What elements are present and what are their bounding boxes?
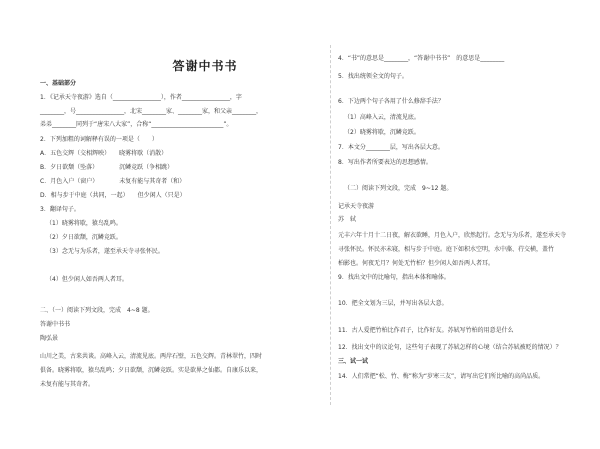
question-1-line-2: ________，号________________，北宋________家、________家，和父亲________， (40, 108, 263, 115)
passage-text-1-line-2: 俱备。晓雾将歇，猿鸟乱鸣；夕日欲颓，沉鳞竞跃。实是欲界之仙都。自康乐以来， (40, 367, 263, 374)
column-divider (330, 45, 331, 405)
question-12: 12．找出文中的议论句，这些句子表现了苏轼怎样的心境（结合苏轼被贬的情况）？ (338, 344, 562, 351)
section-reading-1: 二、（一）阅读下列文段，完成 4~8 题。 (40, 307, 154, 314)
question-10: 10．把全文划为三层，并写出各层大意。 (338, 300, 448, 307)
question-2: 2．下列加粗的词解释有误的一项是（ ） (40, 136, 158, 143)
option-b: B．夕日欲颓（坠落） 沉鳞竞跃（争相跳） (40, 164, 174, 171)
question-11: 11．古人爱把竹柏比作君子，比作好友。苏轼写竹柏的用意是什么 (338, 327, 514, 334)
question-14: 14．人们常把“松、竹、梅”称为“岁寒三友”，请写出它们所比喻的高尚品质。 (338, 373, 545, 380)
passage-author-2: 苏 轼 (338, 216, 357, 223)
option-d: D．相与步于中庭（共同，一起） 但少闲人（只是） (40, 192, 186, 199)
question-9: 9．找出文中的比喻句，指出本体和喻体。 (338, 274, 450, 281)
question-8: 8．写出作者所要表达的思想感情。 (338, 159, 432, 166)
question-6-item-2: （2）晓雾将歇，沉鳞竞跃。 (344, 129, 420, 136)
translate-item-1: （1）晓雾将歇，猿鸟乱鸣。 (46, 220, 122, 227)
passage-text-2-line-2: 寻张怀民。怀民亦未寝，相与步于中庭。庭下如积水空明，水中藻、荇交横，盖竹 (338, 246, 555, 253)
question-6: 6．下边两个句子各用了什么修辞手法？ (338, 98, 444, 105)
passage-text-1-line-1: 山川之美，古来共谈。高峰入云，清流见底。两岸石壁，五色交辉。青林翠竹，四时 (40, 353, 263, 360)
translate-item-3: （3）念无与为乐者，遂至承天寺寻张怀民。 (46, 248, 164, 255)
page-title: 答谢中书书 (172, 59, 238, 73)
section-reading-2: （二）阅读下列文段，完成 9~12 题。 (344, 185, 453, 192)
passage-text-2-line-3: 柏影也。何夜无月？何处无竹柏？但少闲人如吾两人者耳。 (338, 260, 495, 267)
translate-item-2: （2）夕日欲颓，沉鳞竞跃。 (46, 234, 122, 241)
question-5: 5．找出统领全文的句子。 (338, 73, 408, 80)
question-1-line-1: 1．《记承天寺夜游》选自（________________），作者________________，字 (40, 94, 242, 101)
passage-title-2: 记承天寺夜游 (338, 203, 375, 210)
passage-title-1: 答谢中书书 (40, 321, 71, 328)
question-3: 3．翻译句子。 (40, 206, 80, 213)
question-4: 4．“书”的意思是________，“答谢中书书” 的意思是________ (338, 55, 505, 62)
passage-text-2-line-1: 元丰六年十月十二日夜，解衣欲睡，月色入户，欣然起行。念无与为乐者，遂至承天寺 (338, 232, 567, 239)
translate-item-4: （4）但少闲人如吾两人者耳。 (46, 276, 128, 283)
option-c: C．月色入户（窗户） 未复有能与其奇者（和） (40, 178, 186, 185)
question-6-item-1: （1）高峰入云，清流见底。 (344, 114, 420, 121)
question-7: 7．本文分________层，写出各层大意。 (338, 144, 444, 151)
question-1-line-3: 弟弟________同列于“唐宋八大家”，合称“________________________”。 (40, 121, 233, 128)
section-heading-basic: 一、基础部分 (40, 80, 77, 87)
passage-text-1-line-3: 未复有能与其奇者。 (40, 381, 95, 388)
passage-author-1: 陶弘景 (40, 335, 59, 342)
option-a: A．五色交辉（交相辉映） 晓雾将歇（消散） (40, 150, 168, 157)
section-heading-try: 三、试一试 (338, 358, 369, 365)
